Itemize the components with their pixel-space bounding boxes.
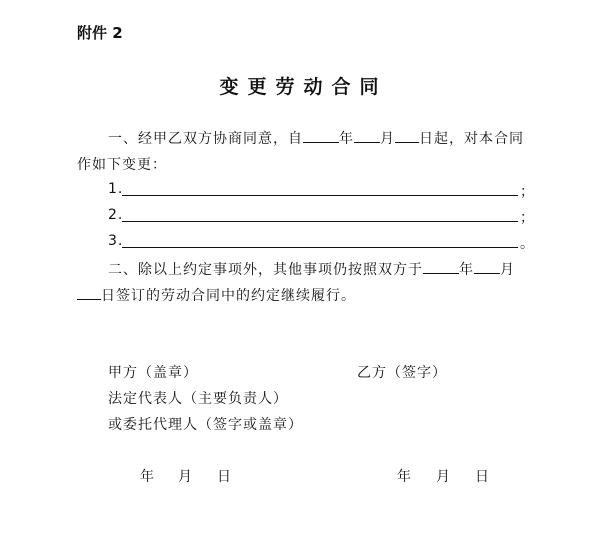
attachment-label: 附件 2 (77, 24, 123, 42)
legal-representative-label: 法定代表人（主要负责人） (108, 391, 288, 407)
party-a-date-day: 日 (217, 469, 232, 485)
item-3-end: 。 (520, 236, 535, 252)
sign-day-blank[interactable] (77, 286, 101, 300)
paragraph-1-line-1 (108, 128, 524, 148)
paragraph-2-text-b: 日签订的劳动合同中的约定继续履行。 (101, 288, 356, 304)
start-day-blank[interactable] (395, 129, 419, 143)
paragraph-1-text-a: 一、经甲乙双方协商同意，自 (108, 131, 303, 147)
party-b-label: 乙方（签字） (357, 365, 447, 381)
start-month-blank[interactable] (354, 129, 380, 143)
paragraph-1-line-2: 作如下变更： (77, 157, 167, 173)
sign-month-blank[interactable] (474, 260, 500, 274)
month-label: 月 (380, 131, 395, 147)
item-1-end: ； (520, 184, 535, 200)
paragraph-1-text-b: 日起，对本合同 (419, 131, 524, 147)
item-1-blank[interactable] (122, 195, 518, 196)
paragraph-2-line-1 (108, 259, 515, 279)
item-2-blank[interactable] (122, 221, 518, 222)
paragraph-2-line-2 (77, 285, 356, 305)
document-title: 变更劳动合同 (219, 76, 388, 98)
authorized-agent-label: 或委托代理人（签字或盖章） (108, 417, 303, 433)
party-b-date-day: 日 (475, 469, 490, 485)
party-b-date-year: 年 (397, 469, 412, 485)
item-1-number: 1. (108, 181, 124, 197)
item-2-end: ； (520, 210, 535, 226)
start-year-blank[interactable] (303, 129, 339, 143)
paragraph-2-text-a: 二、除以上约定事项外，其他事项仍按照双方于 (108, 262, 423, 278)
sign-year-blank[interactable] (423, 260, 459, 274)
item-3-number: 3. (108, 233, 124, 249)
item-2-number: 2. (108, 207, 124, 223)
party-a-label: 甲方（盖章） (108, 365, 198, 381)
party-b-date-month: 月 (436, 469, 451, 485)
item-3-blank[interactable] (122, 247, 518, 248)
party-a-date-year: 年 (140, 469, 155, 485)
party-a-date-month: 月 (178, 469, 193, 485)
month-label: 月 (500, 262, 515, 278)
year-label: 年 (339, 131, 354, 147)
year-label: 年 (459, 262, 474, 278)
